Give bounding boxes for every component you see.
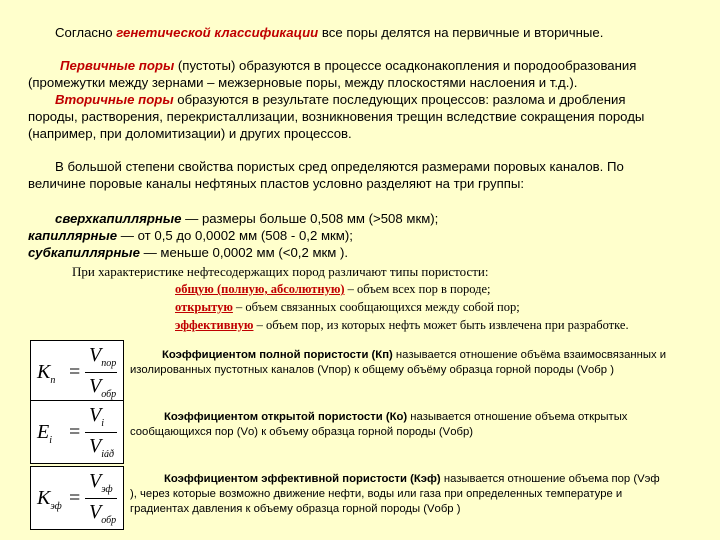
- para-secondary-pores-line1: Вторичные поры образуются в результате последующих процессов: разлома и дробления: [55, 92, 626, 107]
- porosity-effective: эффективную – объем пор, из которых нефть может быть извлечена при разработке.: [175, 318, 629, 332]
- fraction-bar: [85, 432, 117, 433]
- porosity-intro: При характеристике нефтесодержащих пород различают типы пористости:: [72, 264, 489, 279]
- para-pore-channels-line1: В большой степени свойства пористых сред определяются размерами поровых каналов. По: [55, 159, 624, 174]
- para-primary-pores-line2: (промежутки между зернами – межзерновые поры, между плоскостями наслоения и т.д.).: [28, 75, 578, 90]
- para-genetic-classification: Согласно генетической классификации все поры делятся на первичные и вторичные.: [55, 25, 604, 40]
- coef-effective-line3: градиентах давления к объему образца горной породы (Vобр ): [130, 503, 461, 515]
- term-genetic-classification: генетической классификации: [116, 25, 319, 40]
- fraction-bar: [85, 372, 117, 373]
- para-secondary-pores-line3: (например, при доломитизации) и других процессов.: [28, 126, 352, 141]
- porosity-open: открытую – объем связанных сообщающихся между собой пор;: [175, 300, 520, 314]
- coef-total-line2: изолированных пустотных каналов (Vпор) к общему объёму образца горной породы (Vобр ): [130, 364, 614, 376]
- fraction-bar: [85, 498, 117, 499]
- coef-effective-line1: Коэффициентом эффективной пористости (Кэф) называется отношение объема пор (Vэф: [164, 473, 660, 485]
- coef-effective-line2: ), через которые возможно движение нефти, воды или газа при определенных температуре и: [130, 488, 623, 500]
- group-subcapillary: субкапиллярные — меньше 0,0002 мм (<0,2 мкм ).: [28, 245, 349, 260]
- formula-open-porosity: $E_і$ = $V_і$ $V_{іáð}$: [30, 400, 124, 464]
- porosity-total: общую (полную, абсолютную) – объем всех пор в породе;: [175, 282, 491, 296]
- coef-open-line2: сообщающихся пор (Vо) к объему образца горной породы (Vобр): [130, 426, 474, 438]
- para-secondary-pores-line2: породы, растворения, перекристаллизации, возникновения трещин вследствие сокращения породы: [28, 109, 645, 124]
- term-primary-pores: Первичные поры: [60, 58, 175, 73]
- coef-total-line1: Коэффициентом полной пористости (Кп) называется отношение объёма взаимосвязанных и: [162, 349, 667, 361]
- group-supercapillary: сверхкапиллярные — размеры больше 0,508 мм (>508 мкм);: [55, 211, 439, 226]
- formula-total-porosity: $K_п$ = $V_{пор}$ $V_{обр}$: [30, 340, 124, 404]
- para-primary-pores-line1: Первичные поры (пустоты) образуются в процессе осадконакопления и породообразования: [60, 58, 637, 73]
- para-pore-channels-line2: величине поровые каналы нефтяных пластов условно разделяют на три группы:: [28, 176, 525, 191]
- term-secondary-pores: Вторичные поры: [55, 92, 174, 107]
- coef-open-line1: Коэффициентом открытой пористости (Ко) называется отношение объема открытых: [164, 411, 628, 423]
- group-capillary: капиллярные — от 0,5 до 0,0002 мм (508 - 0,2 мкм);: [28, 228, 353, 243]
- formula-effective-porosity: $K_{эф}$ = $V_{эф}$ $V_{обр}$: [30, 466, 124, 530]
